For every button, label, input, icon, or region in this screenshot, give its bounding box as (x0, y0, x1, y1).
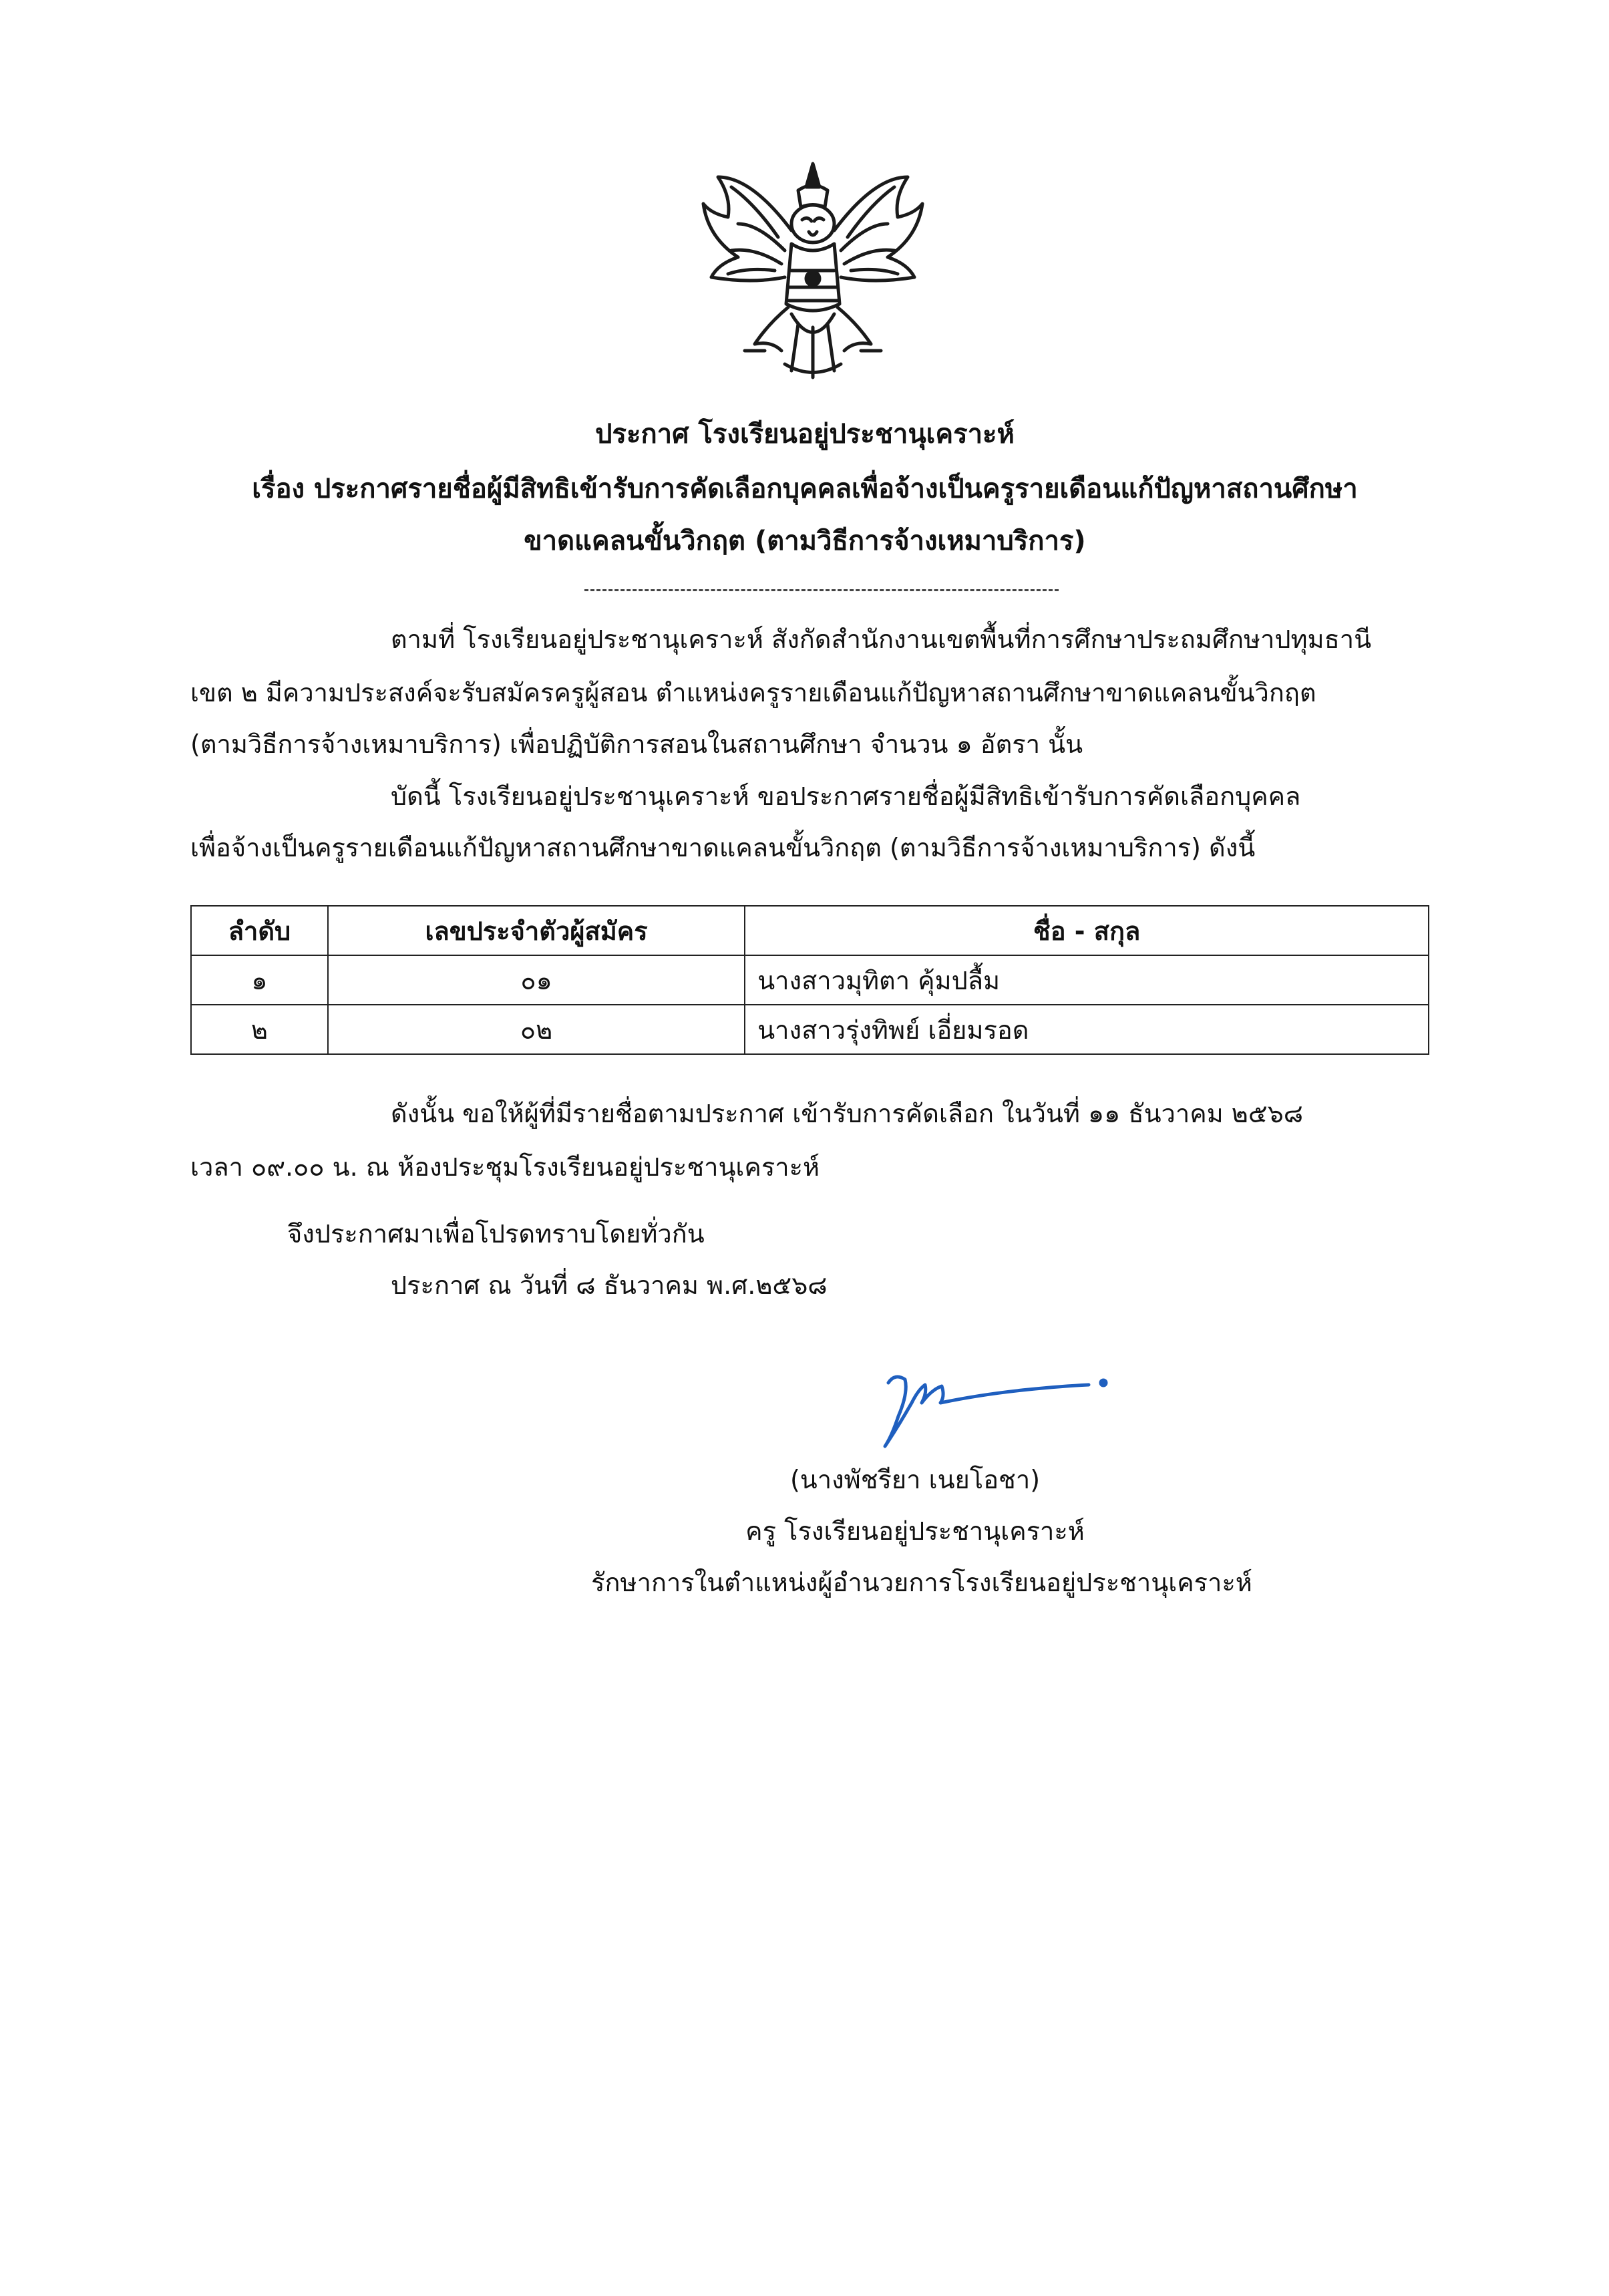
announcement-subject: เรื่อง ประกาศรายชื่อผู้มีสิทธิเข้ารับการคัดเลือกบุคคลเพื่อจ้างเป็นครูรายเดือนแก้ปัญหาสถานศึกษา (252, 474, 1358, 504)
announcement-subject-cont: ขาดแคลนขั้นวิกฤต (ตามวิธีการจ้างเหมาบริการ) (524, 526, 1086, 556)
paragraph-1-line-3: (ตามวิธีการจ้างเหมาบริการ) เพื่อปฏิบัติการสอนในสถานศึกษา จำนวน ๑ อัตรา นั้น (190, 729, 1083, 759)
paragraph-1-line-2: เขต ๒ มีความประสงค์จะรับสมัครครูผู้สอน ตำแหน่งครูรายเดือนแก้ปัญหาสถานศึกษาขาดแคลนขั้นวิกฤต (190, 678, 1316, 707)
cell-applicant-id: ๐๑ (328, 955, 745, 1005)
cell-full-name: นางสาวรุ่งทิพย์ เอี่ยมรอด (745, 1005, 1429, 1054)
announcement-title: ประกาศ โรงเรียนอยู่ประชานุเคราะห์ (595, 419, 1015, 450)
table-row (191, 1005, 1429, 1054)
closing-statement: จึงประกาศมาเพื่อโปรดทราบโดยทั่วกัน (287, 1219, 705, 1249)
signatory-acting-role: รักษาการในตำแหน่งผู้อำนวยการโรงเรียนอยู่ประชานุเคราะห์ (591, 1568, 1252, 1597)
cell-applicant-id: ๐๒ (328, 1005, 745, 1054)
table-row (191, 955, 1429, 1005)
column-header-applicant-id: เลขประจำตัวผู้สมัคร (328, 906, 745, 955)
table-header-row (191, 906, 1429, 955)
announcement-date: ประกาศ ณ วันที่ ๘ ธันวาคม พ.ศ.๒๕๖๘ (391, 1271, 828, 1300)
signatory-position: ครู โรงเรียนอยู่ประชานุเคราะห์ (745, 1516, 1085, 1546)
paragraph-3-line-1: ดังนั้น ขอให้ผู้ที่มีรายชื่อตามประกาศ เข้ารับการคัดเลือก ในวันที่ ๑๑ ธันวาคม ๒๕๖๘ (391, 1099, 1304, 1128)
cell-order: ๒ (191, 1005, 328, 1054)
column-header-order: ลำดับ (191, 906, 328, 955)
paragraph-3-line-2: เวลา ๐๙.๐๐ น. ณ ห้องประชุมโรงเรียนอยู่ประชานุเคราะห์ (190, 1152, 820, 1182)
paragraph-2-line-2: เพื่อจ้างเป็นครูรายเดือนแก้ปัญหาสถานศึกษาขาดแคลนขั้นวิกฤต (ตามวิธีการจ้างเหมาบริการ) ดังนี้ (190, 833, 1256, 862)
cell-order: ๑ (191, 955, 328, 1005)
applicant-table (190, 905, 1429, 1055)
cell-full-name: นางสาวมุทิตา คุ้มปลื้ม (745, 955, 1429, 1005)
paragraph-2-line-1: บัดนี้ โรงเรียนอยู่ประชานุเคราะห์ ขอประกาศรายชื่อผู้มีสิทธิเข้ารับการคัดเลือกบุคคล (391, 782, 1301, 811)
signatory-name: (นางพัชรียา เนยโอชา) (789, 1465, 1041, 1494)
garuda-emblem-icon (691, 150, 935, 391)
paragraph-1-line-1: ตามที่ โรงเรียนอยู่ประชานุเคราะห์ สังกัดสำนักงานเขตพื้นที่การศึกษาประถมศึกษาปทุมธานี (391, 625, 1372, 654)
column-header-full-name: ชื่อ - สกุล (745, 906, 1429, 955)
title-divider (584, 589, 1059, 591)
handwritten-signature (868, 1353, 1115, 1460)
